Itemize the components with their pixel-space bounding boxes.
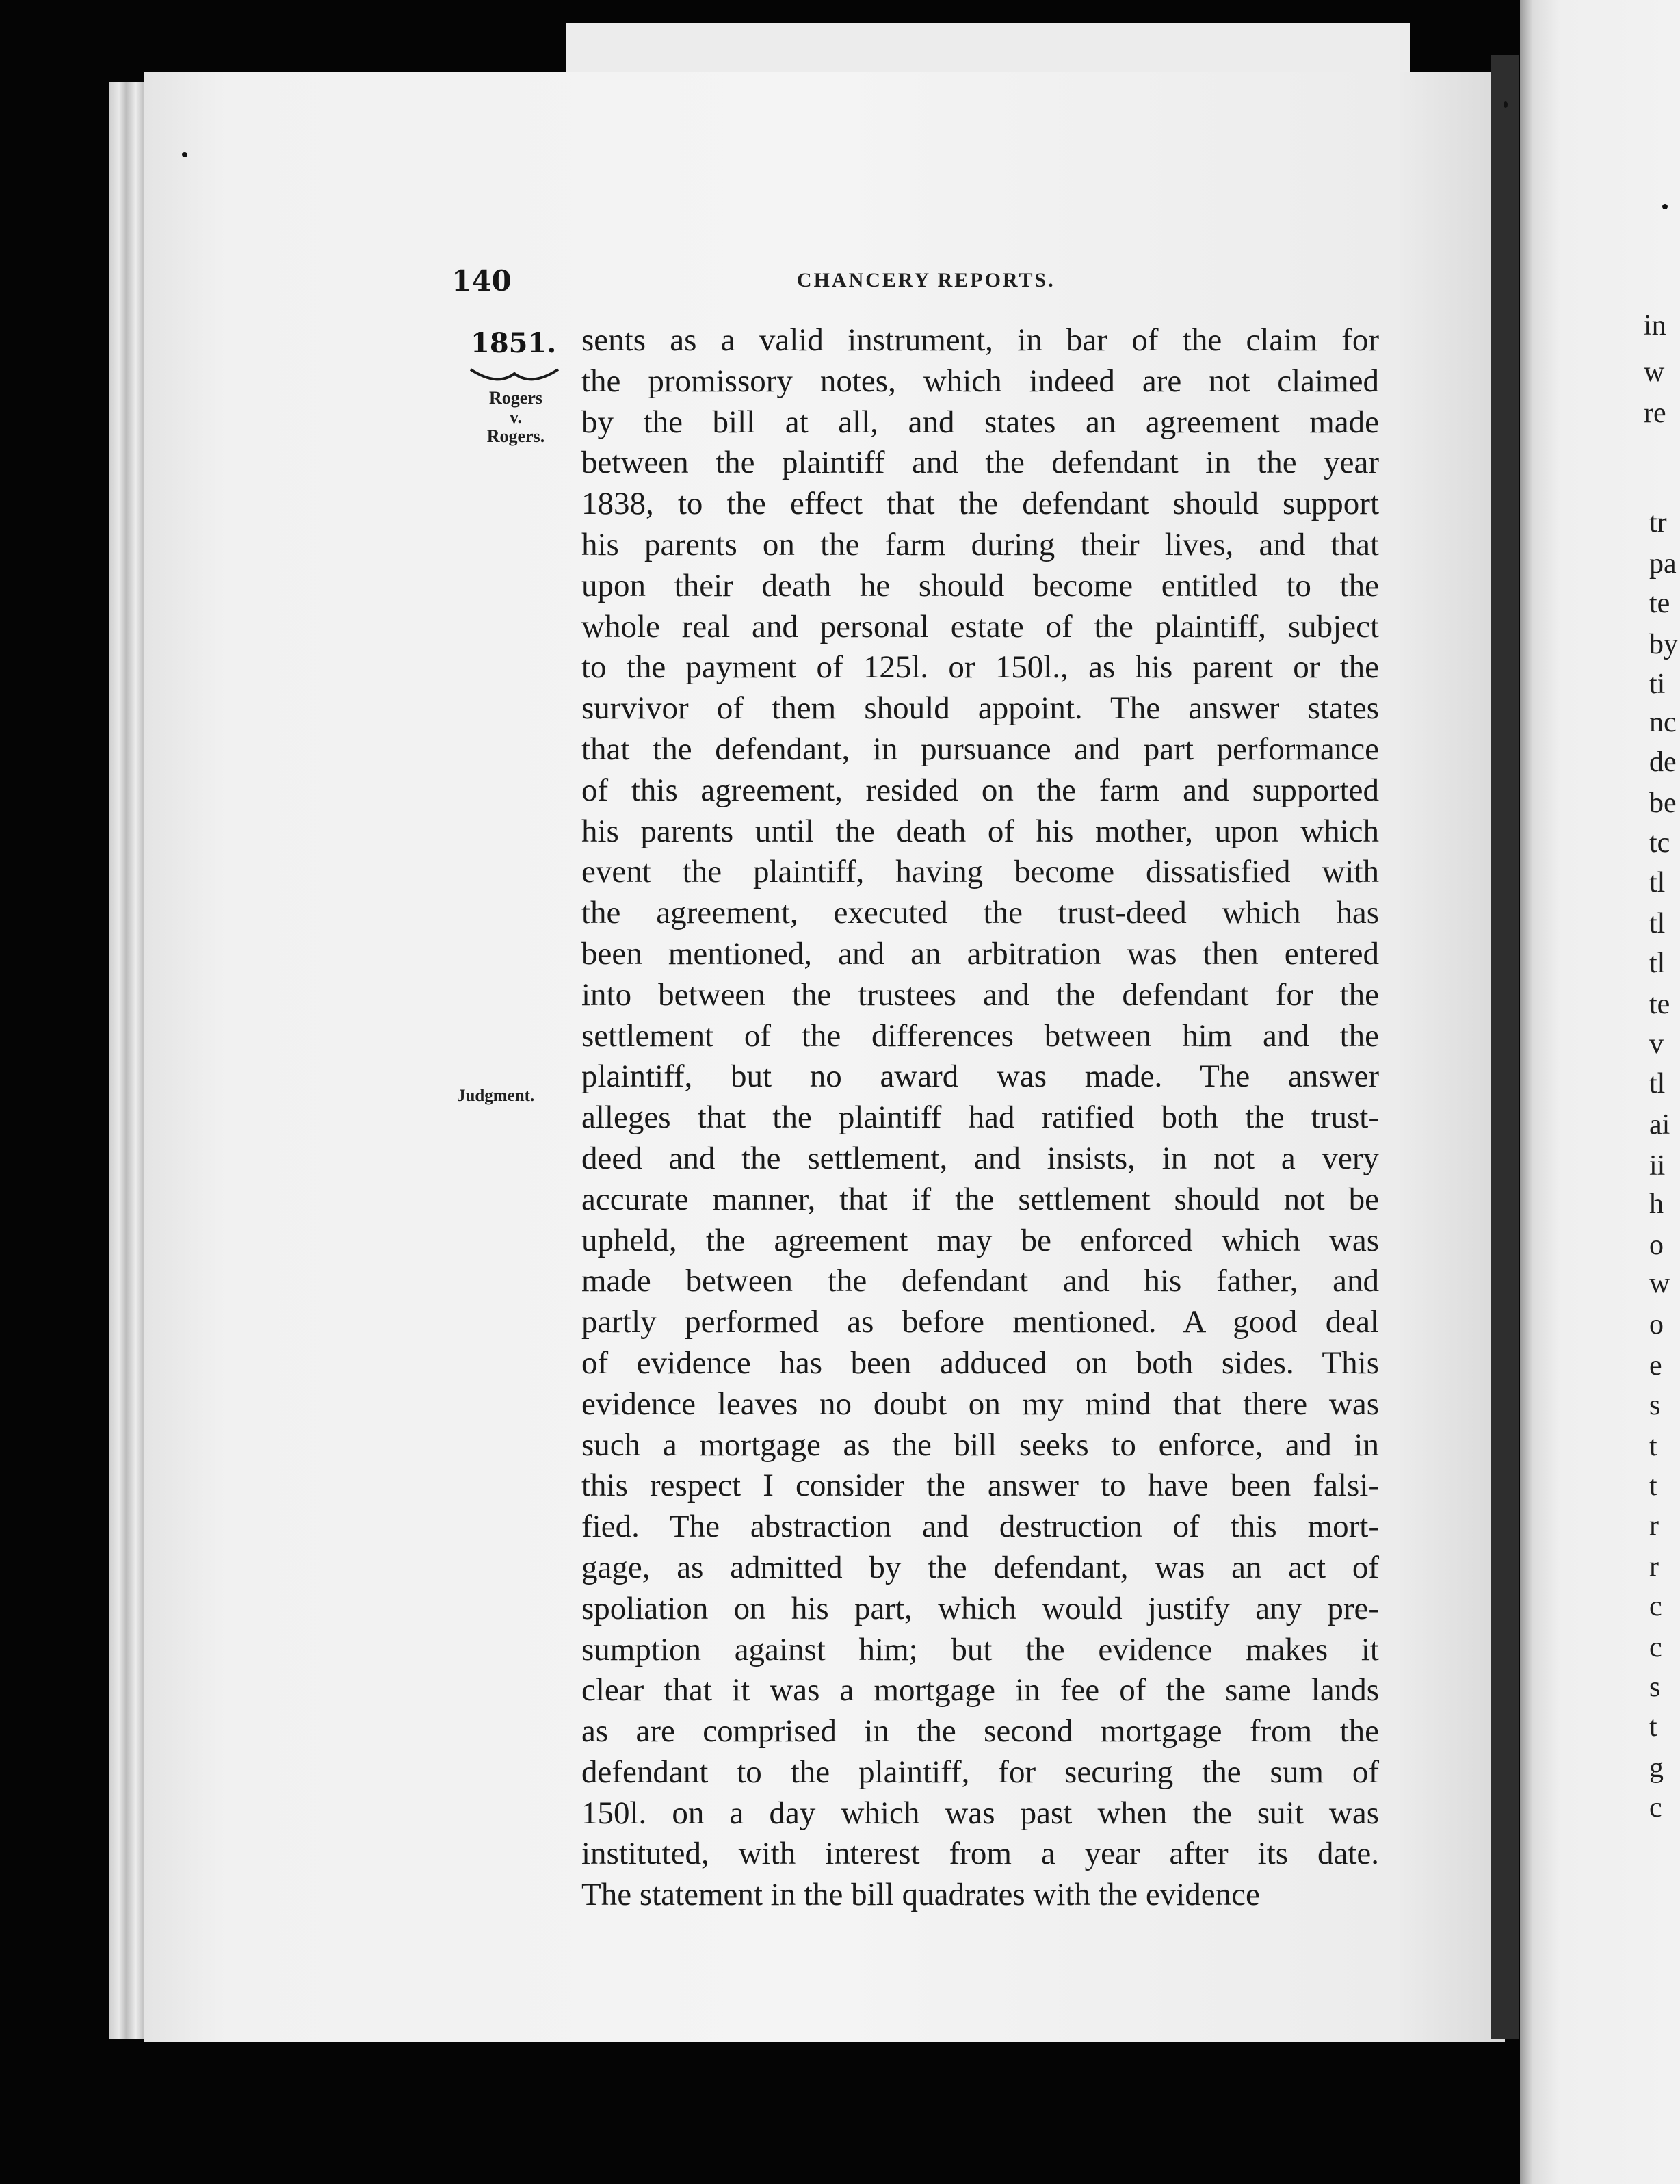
text-line: sumption against him; but the evidence makes it	[581, 1631, 1379, 1667]
facing-line-fragment: tl	[1649, 908, 1666, 939]
facing-line-fragment: c	[1649, 1632, 1662, 1663]
book-gutter	[1491, 55, 1519, 2039]
facing-line-fragment: c	[1649, 1591, 1662, 1622]
facing-line-fragment: v	[1649, 1028, 1664, 1060]
facing-line-fragment: pa	[1649, 548, 1677, 580]
text-line: evidence leaves no doubt on my mind that there was	[581, 1386, 1379, 1422]
facing-line-fragment: in	[1644, 310, 1666, 341]
text-line: whole real and personal estate of the plaintiff, subject	[581, 608, 1379, 645]
facing-line-fragment: g	[1649, 1752, 1664, 1784]
facing-line-fragment: be	[1649, 788, 1677, 819]
facing-line-fragment: re	[1644, 398, 1666, 429]
facing-line-fragment: by	[1649, 629, 1678, 660]
facing-line-fragment: o	[1649, 1230, 1664, 1261]
text-line: defendant to the plaintiff, for securing the sum of	[581, 1754, 1379, 1790]
text-line: the promissory notes, which indeed are not claimed	[581, 363, 1379, 399]
facing-line-fragment: nc	[1649, 707, 1677, 738]
text-line: by the bill at all, and states an agreement made	[581, 404, 1379, 440]
text-line: upheld, the agreement may be enforced which was	[581, 1222, 1379, 1258]
facing-line-fragment: ti	[1649, 668, 1666, 700]
facing-line-fragment: r	[1649, 1510, 1659, 1542]
text-line: made between the defendant and his father, and	[581, 1263, 1379, 1299]
text-line: The statement in the bill quadrates with the evidence	[581, 1877, 1260, 1913]
facing-line-fragment: o	[1649, 1309, 1664, 1340]
facing-line-fragment: t	[1649, 1470, 1657, 1502]
text-line: settlement of the differences between him and the	[581, 1017, 1379, 1054]
case-party: Rogers.	[486, 426, 545, 446]
facing-line-fragment: tr	[1649, 507, 1667, 538]
facing-line-fragment: r	[1649, 1551, 1659, 1583]
text-line: deed and the settlement, and insists, in not a very	[581, 1140, 1379, 1176]
text-line: gage, as admitted by the defendant, was an act of	[581, 1549, 1379, 1585]
facing-line-fragment: ii	[1649, 1150, 1666, 1182]
dust-speck	[1662, 204, 1668, 209]
brace-ornament	[469, 367, 560, 382]
text-line: alleges that the plaintiff had ratified both the trust-	[581, 1100, 1379, 1136]
body-text	[581, 320, 1379, 1916]
facing-line-fragment: w	[1644, 356, 1665, 388]
text-line: fied. The abstraction and destruction of this mort-	[581, 1509, 1379, 1545]
facing-line-fragment: t	[1649, 1431, 1657, 1462]
case-versus: v.	[509, 407, 523, 427]
margin-judgment-label: Judgment.	[457, 1087, 535, 1105]
margin-case-name	[469, 389, 562, 446]
page-number: 140	[451, 263, 512, 298]
text-line: of evidence has been adduced on both sides. This	[581, 1344, 1379, 1381]
text-line: between the plaintiff and the defendant in the year	[581, 445, 1379, 481]
facing-line-fragment: c	[1649, 1792, 1662, 1823]
text-line: of this agreement, resided on the farm and supported	[581, 772, 1379, 808]
text-line: instituted, with interest from a year after its date.	[581, 1836, 1379, 1872]
text-line: sents as a valid instrument, in bar of the claim for	[581, 322, 1379, 358]
dust-speck	[1504, 101, 1508, 108]
facing-line-fragment: tl	[1649, 948, 1666, 979]
text-line: that the defendant, in pursuance and part performance	[581, 731, 1379, 767]
text-line: to the payment of 125l. or 150l., as his parent or the	[581, 649, 1379, 686]
running-head: CHANCERY REPORTS.	[796, 269, 1055, 291]
text-line: survivor of them should appoint. The answer states	[581, 690, 1379, 727]
case-party: Rogers	[489, 388, 542, 408]
facing-line-fragment: h	[1649, 1188, 1664, 1220]
facing-line-fragment: s	[1649, 1672, 1661, 1703]
text-line: as are comprised in the second mortgage from the	[581, 1713, 1379, 1750]
facing-line-fragment: te	[1649, 989, 1670, 1020]
text-line: accurate manner, that if the settlement should not be	[581, 1181, 1379, 1217]
text-line: plaintiff, but no award was made. The answer	[581, 1058, 1379, 1095]
margin-year: 1851.	[471, 327, 557, 359]
page-header	[451, 260, 1368, 301]
facing-line-fragment: de	[1649, 746, 1677, 778]
text-line: 150l. on a day which was past when the suit was	[581, 1795, 1379, 1831]
facing-line-fragment: e	[1649, 1350, 1662, 1381]
facing-line-fragment: te	[1649, 588, 1670, 619]
text-line: 1838, to the effect that the defendant should support	[581, 486, 1379, 522]
text-line: partly performed as before mentioned. A good deal	[581, 1304, 1379, 1340]
dust-speck	[182, 152, 187, 157]
text-line: been mentioned, and an arbitration was then entered	[581, 935, 1379, 972]
text-line: clear that it was a mortgage in fee of the same lands	[581, 1672, 1379, 1708]
facing-line-fragment: w	[1649, 1268, 1670, 1299]
facing-line-fragment: tl	[1649, 1068, 1666, 1100]
text-line: his parents on the farm during their lives, and that	[581, 526, 1379, 562]
facing-line-fragment: s	[1649, 1390, 1661, 1421]
facing-line-fragment: t	[1649, 1711, 1657, 1743]
text-line: upon their death he should become entitled to the	[581, 567, 1379, 603]
text-line: the agreement, executed the trust-deed which has	[581, 895, 1379, 931]
facing-line-fragment: ai	[1649, 1109, 1670, 1141]
text-line: spoliation on his part, which would justify any pre-	[581, 1590, 1379, 1626]
facing-line-fragment: tl	[1649, 867, 1666, 898]
text-line: this respect I consider the answer to have been falsi-	[581, 1468, 1379, 1504]
text-line: his parents until the death of his mother, upon which	[581, 813, 1379, 849]
text-line: into between the trustees and the defendant for the	[581, 976, 1379, 1013]
facing-line-fragment: tc	[1649, 827, 1670, 859]
text-line: such a mortgage as the bill seeks to enforce, and in	[581, 1427, 1379, 1463]
text-line: event the plaintiff, having become dissatisfied with	[581, 854, 1379, 890]
